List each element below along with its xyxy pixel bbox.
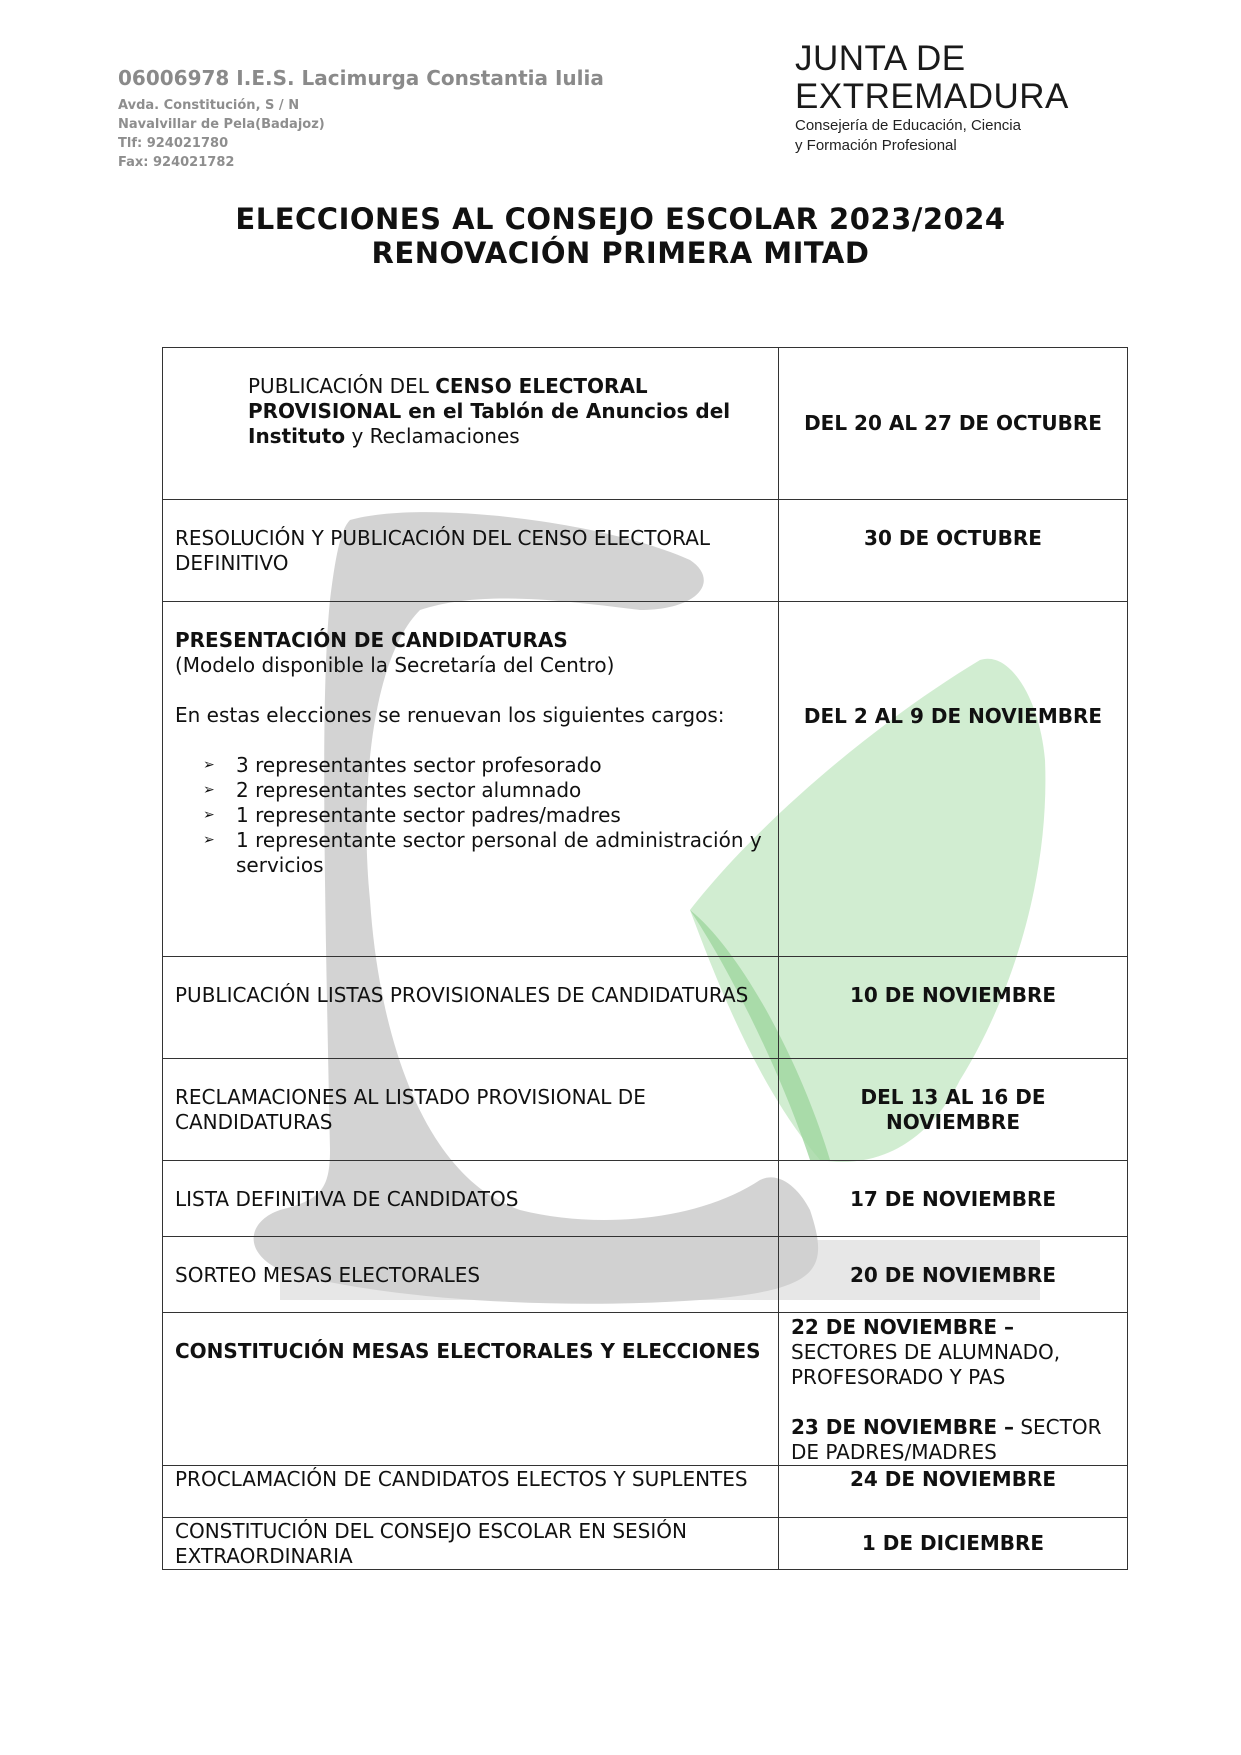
table-row: [163, 1237, 1128, 1313]
row-text: CONSTITUCIÓN DEL CONSEJO ESCOLAR EN SESIÓN EXTRAORDINARIA: [175, 1519, 687, 1568]
junta-department-line2: y Formación Profesional: [795, 137, 957, 154]
table-row: [163, 1313, 1128, 1466]
school-city: Navalvillar de Pela(Badajoz): [118, 117, 325, 132]
row-description: [163, 1313, 779, 1466]
row-description: [163, 602, 779, 957]
arrow-bullet-icon: ➢: [203, 832, 215, 848]
row-note: (Modelo disponible la Secretaría del Centro): [175, 653, 615, 677]
row-description: [163, 348, 779, 500]
list-item-text: 3 representantes sector profesorado: [236, 753, 602, 777]
row-text: y Reclamaciones: [345, 424, 520, 448]
date-detail: SECTORES DE ALUMNADO, PROFESORADO Y PAS: [791, 1340, 1061, 1389]
row-date: [779, 348, 1128, 500]
date-text: 30 DE OCTUBRE: [864, 526, 1042, 550]
row-description: [163, 1059, 779, 1161]
table-row: [163, 1161, 1128, 1237]
junta-title: JUNTA DE EXTREMADURA: [795, 39, 1069, 116]
document-title: [0, 202, 1241, 270]
row-date: [779, 1059, 1128, 1161]
row-heading: CONSTITUCIÓN MESAS ELECTORALES Y ELECCIONES: [175, 1339, 761, 1363]
date-text: DEL 2 AL 9 DE NOVIEMBRE: [803, 704, 1103, 728]
junta-department-line1: Consejería de Educación, Ciencia: [795, 117, 1021, 134]
school-title: 06006978 I.E.S. Lacimurga Constantia Iulia: [118, 66, 604, 90]
junta-logo: [795, 40, 1241, 156]
row-text-bold: CENSO ELECTORAL PROVISIONAL en el Tablón de Anuncios del Instituto: [248, 374, 731, 448]
table-row: [163, 1518, 1128, 1570]
date-text: 20 DE NOVIEMBRE: [849, 1263, 1056, 1287]
row-text: LISTA DEFINITIVA DE CANDIDATOS: [175, 1187, 519, 1211]
list-item: [203, 778, 766, 803]
list-item-text: 2 representantes sector alumnado: [236, 778, 582, 802]
row-heading: PRESENTACIÓN DE CANDIDATURAS: [175, 628, 568, 652]
list-item: [203, 803, 766, 828]
row-text: PROCLAMACIÓN DE CANDIDATOS ELECTOS Y SUPLENTES: [175, 1467, 748, 1491]
arrow-bullet-icon: ➢: [203, 782, 215, 798]
school-header: [118, 66, 604, 172]
list-item: [203, 753, 766, 778]
document-title-line2: RENOVACIÓN PRIMERA MITAD: [371, 236, 870, 270]
row-text: PUBLICACIÓN DEL: [248, 374, 436, 398]
school-address: Avda. Constitución, S / N: [118, 98, 300, 113]
document-title-line1: ELECCIONES AL CONSEJO ESCOLAR 2023/2024: [235, 202, 1006, 236]
list-item-text: 1 representante sector padres/madres: [236, 803, 621, 827]
row-intro: En estas elecciones se renuevan los siguientes cargos:: [175, 703, 725, 727]
date-text: 17 DE NOVIEMBRE: [849, 1187, 1056, 1211]
table-row: [163, 348, 1128, 500]
date-text: 23 DE NOVIEMBRE –: [791, 1415, 1014, 1439]
row-date: [779, 602, 1128, 957]
date-text: DEL 13 AL 16 DE NOVIEMBRE: [860, 1085, 1046, 1134]
row-text: PUBLICACIÓN LISTAS PROVISIONALES DE CANDIDATURAS: [175, 983, 749, 1007]
table-row: [163, 957, 1128, 1059]
row-date: [779, 1313, 1128, 1466]
list-item: [203, 828, 766, 878]
date-text: 24 DE NOVIEMBRE: [849, 1467, 1056, 1491]
row-date: [779, 1237, 1128, 1313]
election-schedule-table: [162, 347, 1128, 1570]
row-text: RESOLUCIÓN Y PUBLICACIÓN DEL CENSO ELECTORAL DEFINITIVO: [175, 526, 711, 575]
date-detail: SECTOR DE PADRES/MADRES: [791, 1415, 1102, 1464]
row-date: [779, 500, 1128, 602]
table-row: [163, 1466, 1128, 1518]
row-description: [163, 1518, 779, 1570]
row-description: [163, 1466, 779, 1518]
row-description: [163, 1237, 779, 1313]
date-text: DEL 20 AL 27 DE OCTUBRE: [804, 411, 1102, 435]
date-entry: [791, 1415, 1115, 1465]
row-text: RECLAMACIONES AL LISTADO PROVISIONAL DE CANDIDATURAS: [175, 1085, 646, 1134]
table-row: [163, 500, 1128, 602]
row-description: [163, 957, 779, 1059]
table-row: [163, 602, 1128, 957]
date-text: 10 DE NOVIEMBRE: [849, 983, 1056, 1007]
row-description: [163, 500, 779, 602]
date-text: 1 DE DICIEMBRE: [861, 1531, 1045, 1555]
row-date: [779, 1161, 1128, 1237]
row-date: [779, 957, 1128, 1059]
school-fax: Fax: 924021782: [118, 155, 235, 170]
school-phone: Tlf: 924021780: [118, 136, 229, 151]
row-date: [779, 1518, 1128, 1570]
row-text: SORTEO MESAS ELECTORALES: [175, 1263, 481, 1287]
list-item-text: 1 representante sector personal de administración y servicios: [236, 828, 762, 877]
arrow-bullet-icon: ➢: [203, 757, 215, 773]
table-row: [163, 1059, 1128, 1161]
positions-list: [175, 753, 766, 878]
date-text: 22 DE NOVIEMBRE –: [791, 1315, 1014, 1339]
arrow-bullet-icon: ➢: [203, 807, 215, 823]
row-description: [163, 1161, 779, 1237]
date-entry: [791, 1315, 1115, 1390]
row-date: [779, 1466, 1128, 1518]
